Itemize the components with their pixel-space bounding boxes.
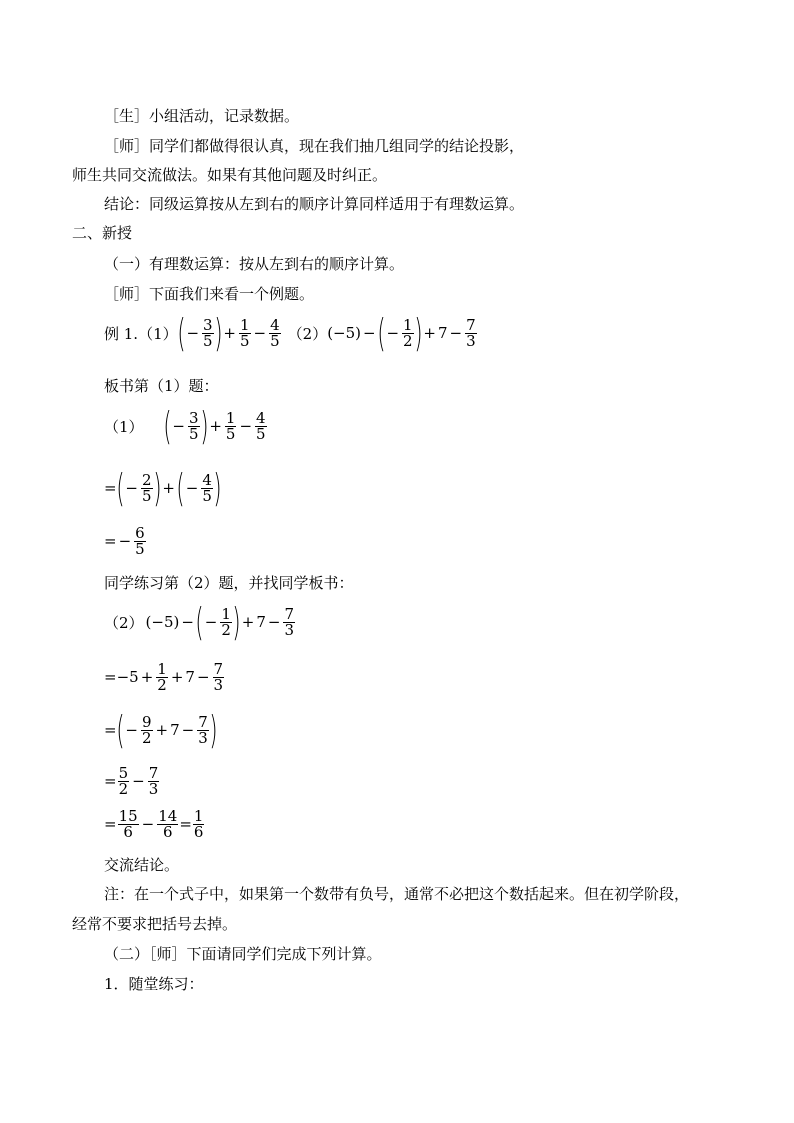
fraction: $\frac{7}{3}$	[284, 604, 294, 639]
fraction: $\frac{1}{5}$	[239, 315, 250, 350]
paragraph-teacher-example: ［师］下面我们来看一个例题。	[104, 285, 315, 303]
fraction: $\frac{7}{3}$	[148, 763, 159, 798]
fraction: $\frac{3}{5}$	[203, 315, 213, 350]
fraction: $\frac{1}{2}$	[221, 604, 231, 639]
part-2-label: （2）	[287, 324, 328, 343]
fraction: $\frac{7}{3}$	[198, 712, 208, 747]
subsection-heading-1: （一）有理数运算：按从左到右的顺序计算。	[104, 255, 405, 273]
fraction: $\frac{9}{2}$	[141, 712, 152, 747]
fraction: $\frac{4}{5}$	[256, 408, 266, 443]
example-1-expression: 例 1.（1） ( − $\frac{3}{5}$ ) + $\frac{1}{5}$ − $\frac{4}{5}$ （2） (−5) − ( − $\frac{1}{2}$ ) + 7 − $\frac{7}{3}$	[104, 311, 476, 355]
practice-heading: 同学练习第（2）题，并找同学板书：	[104, 574, 354, 592]
note-line-2: 经常不要求把括号去掉。	[72, 915, 238, 933]
fraction: $\frac{1}{5}$	[225, 408, 236, 443]
solution-1-line-2: = ( − $\frac{2}{5}$ ) + ( − $\frac{4}{5}$ )	[104, 466, 222, 510]
note-line-1: 注：在一个式子中，如果第一个数带有负号，通常不必把这个数括起来。但在初学阶段，	[104, 885, 690, 903]
left-paren: (	[176, 311, 186, 355]
minus-sign: −	[186, 324, 200, 342]
solution-2-line-4: = $\frac{5}{2}$ − $\frac{7}{3}$	[104, 763, 159, 798]
fraction: $\frac{5}{2}$	[118, 763, 129, 798]
solution-2-line-3: = ( − $\frac{9}{2}$ + 7 − $\frac{7}{3}$ )	[104, 708, 218, 752]
solution-2-line-1: （2） (−5) − ( − $\frac{1}{2}$ ) + 7 − $\frac{7}{3}$	[104, 600, 294, 644]
right-paren: )	[213, 311, 223, 355]
paragraph-student-activity: ［生］小组活动，记录数据。	[104, 107, 300, 125]
fraction: $\frac{7}{3}$	[213, 659, 224, 694]
solution-2-line-5: = $\frac{15}{6}$ − $\frac{14}{6}$ = $\frac{1}{6}$	[104, 806, 204, 841]
fraction: $\frac{6}{5}$	[135, 523, 145, 558]
paragraph-conclusion: 结论：同级运算按从左到右的顺序计算同样适用于有理数运算。	[104, 195, 525, 213]
fraction: $\frac{2}{5}$	[141, 470, 152, 505]
fraction: $\frac{4}{5}$	[270, 315, 280, 350]
fraction: $\frac{1}{2}$	[157, 659, 167, 694]
exchange-conclusion: 交流结论。	[104, 856, 180, 874]
fraction: $\frac{4}{5}$	[202, 470, 212, 505]
fraction: $\frac{15}{6}$	[118, 806, 138, 841]
solution-1-line-3: = − $\frac{6}{5}$	[104, 523, 145, 558]
fraction: $\frac{1}{2}$	[403, 315, 413, 350]
section-heading-new-lesson: 二、新授	[72, 224, 133, 242]
example-label: 例 1.（1）	[104, 324, 178, 343]
solution-2-line-2: = −5 + $\frac{1}{2}$ + 7 − $\frac{7}{3}$	[104, 659, 224, 694]
subsection-heading-2: （二）［师］下面请同学们完成下列计算。	[104, 945, 382, 963]
fraction: $\frac{1}{6}$	[193, 806, 204, 841]
fraction: $\frac{7}{3}$	[466, 315, 476, 350]
solution-1-line-1: （1） ( − $\frac{3}{5}$ ) + $\frac{1}{5}$ − $\frac{4}{5}$	[104, 404, 266, 448]
paragraph-teacher-1a: ［师］同学们都做得很认真，现在我们抽几组同学的结论投影，	[104, 137, 525, 155]
board-heading-1: 板书第（1）题：	[104, 377, 219, 395]
fraction: $\frac{14}{6}$	[158, 806, 178, 841]
paragraph-teacher-1b: 师生共同交流做法。如果有其他问题及时纠正。	[72, 166, 388, 184]
exercise-heading: 1．随堂练习：	[104, 975, 204, 993]
fraction: $\frac{3}{5}$	[188, 408, 199, 443]
